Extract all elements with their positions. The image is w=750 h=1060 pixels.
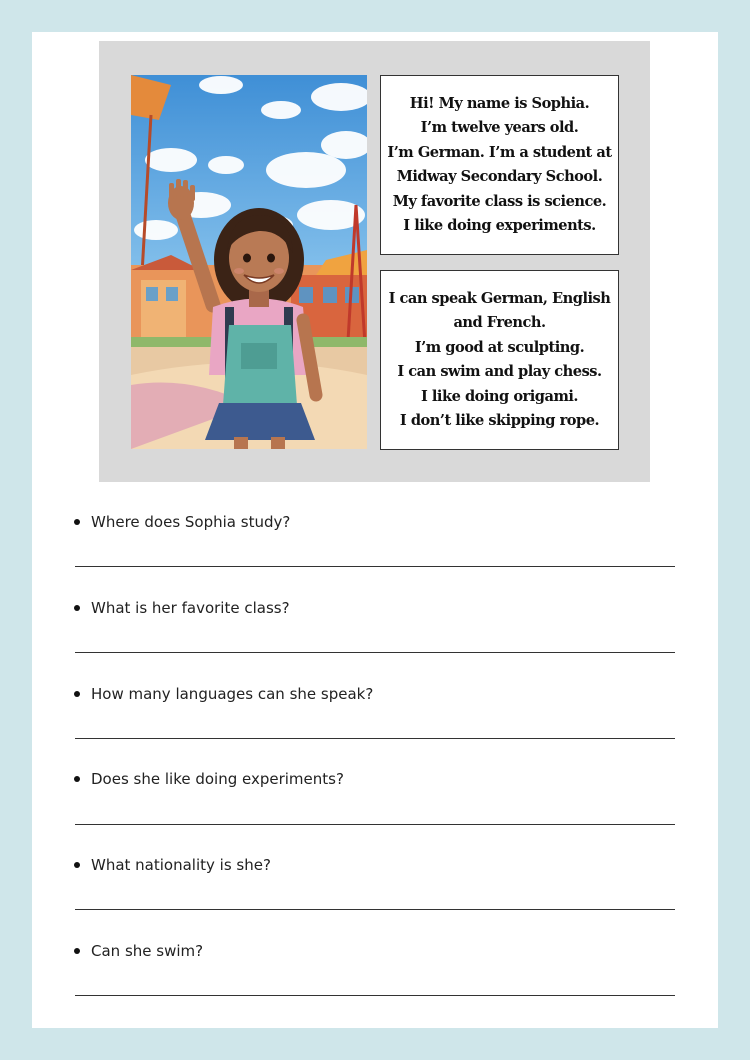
question-2	[74, 596, 290, 620]
answer-line-1[interactable]	[75, 566, 675, 567]
answer-line-2[interactable]	[75, 652, 675, 653]
skills-line-4: I can swim and play chess.	[397, 363, 602, 380]
bullet-icon	[74, 605, 80, 611]
answer-line-3[interactable]	[75, 738, 675, 739]
question-text: What is her favorite class?	[91, 599, 290, 617]
skills-line-3: I’m good at sculpting.	[414, 338, 585, 356]
skills-line-5: I like doing origami.	[420, 387, 579, 405]
bullet-icon	[74, 862, 80, 868]
intro-line-6: I like doing experiments.	[403, 217, 596, 234]
bullet-icon	[74, 948, 80, 954]
reading-panel	[99, 41, 650, 482]
worksheet	[32, 32, 718, 1028]
skills-line-2: and French.	[453, 314, 546, 331]
skills-text-box	[380, 270, 619, 450]
skills-line-6: I don’t like skipping rope.	[399, 412, 600, 429]
answer-line-5[interactable]	[75, 909, 675, 910]
skills-line-1: I can speak German, English	[388, 289, 611, 307]
girl-waving-illustration	[131, 75, 367, 449]
question-6	[74, 939, 203, 963]
question-text: What nationality is she?	[91, 856, 271, 874]
question-text: Does she like doing experiments?	[91, 770, 344, 788]
answer-line-6[interactable]	[75, 995, 675, 996]
intro-line-2: I’m twelve years old.	[420, 119, 579, 136]
intro-line-4: Midway Secondary School.	[396, 168, 603, 185]
question-text: How many languages can she speak?	[91, 685, 374, 703]
intro-line-5: My favorite class is science.	[392, 192, 607, 210]
bullet-icon	[74, 776, 80, 782]
question-text: Can she swim?	[91, 942, 204, 960]
intro-text-box	[380, 75, 619, 255]
bullet-icon	[74, 519, 80, 525]
bullet-icon	[74, 691, 80, 697]
intro-line-3: I’m German. I’m a student at	[387, 143, 612, 161]
question-5	[74, 853, 271, 877]
question-1	[74, 510, 290, 534]
question-4	[74, 767, 344, 791]
answer-line-4[interactable]	[75, 824, 675, 825]
question-3	[74, 682, 373, 706]
intro-line-1: Hi! My name is Sophia.	[409, 94, 590, 112]
question-text: Where does Sophia study?	[91, 513, 291, 531]
